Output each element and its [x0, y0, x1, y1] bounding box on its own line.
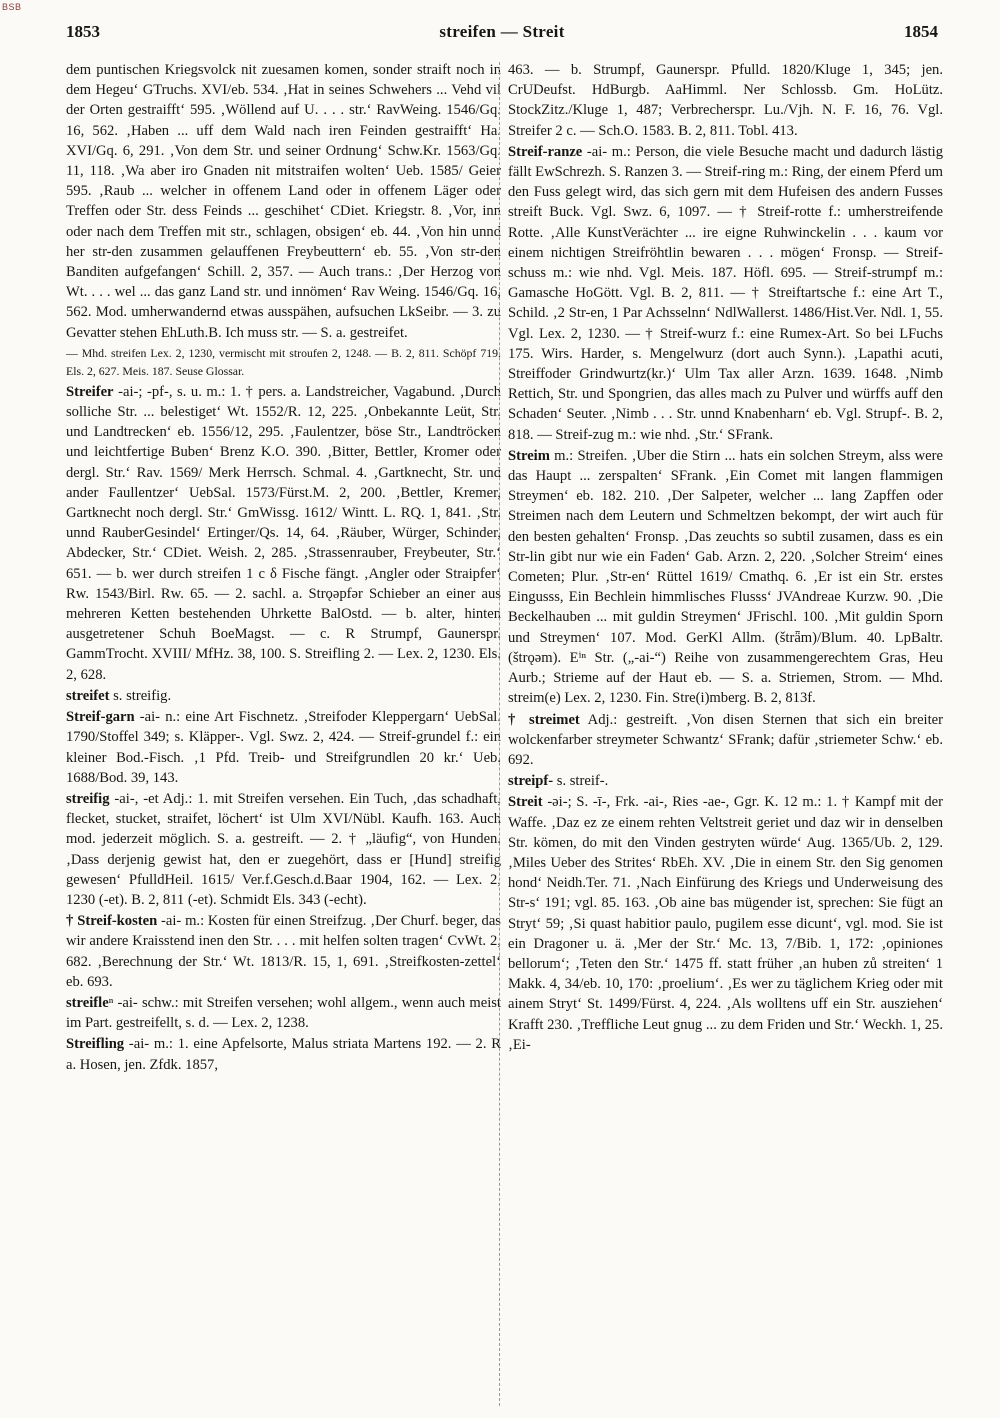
entry-lemma: streifet	[66, 687, 110, 704]
entry-lemma: Streifer	[66, 383, 114, 400]
entry-text: -ai-, -et Adj.: 1. mit Streifen versehen. Ein Tuch, ‚das schadhaft, flecket, stucket, straifet, löchert‘ ist Ulm XVI/Nübl. Kaufh. 163. Auch mod. jederzeit möglich. S. a. gestreift. — 2. † „läufig“, von Hunden. ‚Dass derjenig gewist hat, den er zuegehört, dass er [Hund] streifig gewesen‘ PfulldHeil. 1615/ Ver.f.Gesch.d.Baar 1904, 162. — Lex. 2, 1230 (-et). B. 2, 811 (-et). Schmidt Els. 343 (-echt).	[66, 790, 501, 908]
dictionary-entry	[66, 1034, 501, 1074]
entry-text: m.: Streifen. ‚Uber die Stirn ... hats ein solchen Streym, alss were das Haupt ... zerspalten‘ SFrank. ‚Ein Comet mit langen flammigen Streymen‘ eb. 182. 210. ‚Der Salpeter, welcher ... lang Zapffen oder Streimen nach dem Leutern und Schmeltzen bekompt, der wirt auch für den besten gehalten‘ Fronsp. ‚Das zeuchts so subtil zusamen, dass es ein Str-lin gibt nur wie ein Faden‘ Gab. Arzn. 2, 220. ‚Solcher Streim‘ eines Cometen; Plur. ‚Str-en‘ Rüttel 1619/ Cmathq. 6. ‚Er ist ein Str. erstes Eingusss, Ein Bechlein himmlisches Flusss‘ JVAndreae Kurzw. 90. ‚Die Beckelhauben ... mit guldin Streymen‘ JFrischl. 100. ‚Mit guldin Sporn und Streymen‘ 107. Mod. GerKl Allm. (štrǟm)/Blum. 40. LpBaltr. (štrǫəm). Eⁱⁿ Str. („-ai-“) Reihe von zusammengerechtem Gras, Heu Aurb.; Strieme auf der Haut eb. — S. a. Striemen, Strom. — Mhd. streim(e) Lex. 2, 1230. Fin. Stre(i)mberg. B. 2, 813f.	[508, 447, 943, 707]
paragraph-text: dem puntischen Kriegsvolck nit zuesamen komen, sonder straift noch in dem Hegeu‘ GTruchs. XVI/eb. 534. ‚Hat in seines Schwehers ... Vehd vil der Orten gestraifft‘ 595. ‚Wöllend auf U. . . . str.‘ RavWeing. 1546/Gq. 16, 562. ‚Haben ... uff dem Wald nach iren Feinden gestraifft‘ Ha. XVI/Gq. 6, 291. ‚Von dem Str. und seiner Ordnung‘ Schw.Kr. 1563/Gq. 11, 118. ‚Wa aber iro Gnaden nit mitstraifen wolten‘ Ueb. 1585/ Geier 595. ‚Raub ... welcher in offenem Land oder in offenem Läger oder Treffen oder Str. dess Feinds ... geschihet‘ CDiet. Kriegstr. 8. ‚Vor, inn oder nach dem Treffen mit str., schlagen, obsigen‘ eb. 44. ‚Von hin unnd her str-den zusammen gelauffenen Freybeuttern‘ eb. 55. ‚Von str-den Banditen aufgefangen‘ Schill. 2, 357. — Auch trans.: ‚Der Herzog von Wt. . . . wel ... das ganz Land str. und innömen‘ Rav Weing. 1546/Gq. 16, 562. Mod. umherwandernd etwas ausspähen, aufsuchen LkSeibr. — 3. zu Gevatter stehen EhLuth.B. Ich muss str. — S. a. gestreifet.	[66, 62, 501, 341]
paragraph-text: — Mhd. streifen Lex. 2, 1230, vermischt mit stroufen 2, 1248. — B. 2, 811. Schöpf 719. Els. 2, 627. Meis. 187. Seuse Glossar.	[66, 345, 501, 379]
paragraph	[508, 60, 943, 141]
entry-text: -ai-; -pf-, s. u. m.: 1. † pers. a. Landstreicher, Vagabund. ‚Durch solliche Str. ... belestiget‘ Wt. 1552/R. 12, 225. ‚Onbekannte Leüt, Str. und Landtrecken‘ eb. 1556/12, 295. ‚Faulentzer, böse Str., Landtröcken und leichtfertige Buben‘ Brenz K.O. 390. ‚Bitter, Bettler, Kromer oder dergl. Str.‘ Rav. 1569/ Merk Herrsch. Schmal. 4. ‚Gartknecht, Str. und ander Faullentzer‘ UebSal. 1573/Fürst.M. 2, 200. ‚Bettler, Kremer, Gartknecht noch dergl. Str.‘ GmWissg. 1612/ Wintt. L. RQ. 1, 841. ‚Str. unnd RauberGesindel‘ Ertinger/Qs. 14, 64. ‚Räuber, Würger, Schinder, Abdecker, Str.‘ CDiet. Weish. 2, 285. ‚Strassenrauber, Freybeuter, Str.‘ 651. — b. wer durch streifen 1 c δ Fische fängt. ‚Angler oder Straipfer‘ Rw. 1543/Birl. Rw. 65. — 2. sachl. a. Strǫəpfər Schieber an einer aus mehreren Ketten bestehenden Uhrkette BalOstd. — b. alter, hinten ausgetretener Schuh BoeMagst. — c. R Strumpf, Gaunerspr. GammTrocht. XVIII/ MfHz. 38, 100. S. Streifling 2. — Lex. 2, 1230. Els. 2, 628.	[66, 383, 501, 683]
dictionary-entry	[508, 142, 943, 445]
entry-text: -ai- m.: 1. eine Apfelsorte, Malus striata Martens 192. — 2. R a. Hosen, jen. Zfdk. 1857,	[66, 1036, 501, 1073]
paragraph	[66, 60, 501, 343]
entry-text: Adj.: gestreift. ‚Von disen Sternen that sich ein breiter wolckenfarber streymeter Schwantz‘ SFrank; dafür ‚striemeter Schw.‘ eb. 692.	[508, 711, 943, 768]
dictionary-entry	[66, 707, 501, 788]
page-number-left: 1853	[66, 22, 100, 41]
dictionary-entry	[66, 686, 501, 706]
entry-lemma: streifle	[66, 994, 109, 1011]
entry-text: s. streif-.	[553, 773, 609, 790]
entry-lemma: streipf-	[508, 773, 554, 790]
page-number-right: 1854	[904, 22, 938, 41]
entry-text: ⁿ -ai- schw.: mit Streifen versehen; wohl allgem., wenn auch meist im Part. gestreifellt, s. d. — Lex. 2, 1238.	[66, 994, 501, 1032]
entry-lemma: Streifling	[66, 1036, 125, 1053]
entry-text: -ai- m.: Kosten für einen Streifzug. ‚Der Churf. beger, das wir andere Kraisstend inen den Str. . . . mit helfen solten tragen‘ CvWt. 2, 682. ‚Berechnung der Str.‘ Wt. 1813/R. 15, 1, 691. ‚Streifkosten-zettel‘ eb. 693.	[66, 913, 501, 990]
page-header	[66, 20, 938, 46]
left-column	[66, 60, 501, 1408]
entry-lemma: Streim	[508, 447, 550, 464]
dictionary-entry	[66, 911, 501, 992]
dictionary-entry	[66, 382, 501, 685]
dictionary-entry	[66, 789, 501, 910]
entry-text: s. streifig.	[109, 687, 172, 704]
right-column	[508, 60, 943, 1408]
entry-lemma: streifig	[66, 790, 110, 807]
dictionary-entry	[508, 792, 943, 1055]
dictionary-entry	[508, 710, 943, 771]
entry-text: -ai- n.: eine Art Fischnetz. ‚Streifoder Kleppergarn‘ UebSal. 1790/Stoffel 349; s. Kläpper-. Vgl. Swz. 2, 424. — Streif-grundel f.: ein kleiner Bod.-Fisch. ‚1 Pfd. Treib- und Streifgrundlen 20 kr.‘ Ueb. 1688/Bod. 39, 143.	[66, 709, 501, 786]
entry-lemma: Streif-garn	[66, 709, 135, 726]
dictionary-entry	[508, 446, 943, 709]
entry-lemma: Streif-ranze	[508, 143, 583, 160]
entry-text: -əi-; S. -ī-, Frk. -ai-, Ries -ae-, Ggr. K. 12 m.: 1. † Kampf mit der Waffe. ‚Daz ez ze einem rehten Veltstreit geriet und daz wir in denselben Str. kömen, do mit den Vinden gestryten würde‘ Aug. 1365/Ub. 2, 129. ‚Miles Ueber des Strites‘ RbEh. XV. ‚Die in einem Str. den Sig genomen hond‘ Neidh.Ter. 71. ‚Nach Einfürung des Kriegs und Underweisung des Str-s‘ 191; vgl. 85. 163. ‚Ob aine bas mügender ist, sprechen: Sie fügt an Stryt‘ 59; ‚Si quast habitior paulo, pugilem esse dicunt‘, vgl. mod. Sie ist ein Dragoner u. ä. ‚Mer der Str.‘ Mc. 13, 7/Bib. 1, 172: ‚opiniones bellorum‘; ‚Teten den Str.‘ 1475 ff. statt früher ‚an huben zů streiten‘ 1 Makk. 4, 34/eb. 10, 170: ‚proelium‘. ‚Es wer zu täglichem Krieg oder mit ainem Stryt‘ St. 1499/Fürst. 4, 224. ‚Als wolltens uff ein Str. ausziehen‘ Krafft 230. ‚Treffliche Leut gnug ... zu dem Friden und Str.‘ Weckh. 1, 25. ‚Ei-	[508, 794, 943, 1053]
entry-text: -ai- m.: Person, die viele Besuche macht und dadurch lästig fällt EwSchrezh. S. Ranzen 3. — Streif-ring m.: Ring, der einem Pferd um den Fuss gelegt wird, das sich gern mit dem Hufeisen des andern Fusses streift Buck. Vgl. Swz. 6, 1097. — † Streif-rotte f.: umherstreifende Rotte. ‚Alle KunstVerächter ... ire eigne Ruhwinckelin . . . kaum vor einem nichtigen Streifröhtlin bewaren . . . mögen‘ Fronsp. — Streif-schuss m.: wie nhd. Vgl. Meis. 187. Höfl. 695. — Streif-strumpf m.: Gamasche HoGött. Vgl. B. 2, 811. — † Streiftartsche f.: eine Art T., Schild. ‚2 Str-en, 1 Par Achsselnn‘ NdlWallerst. 1486/Hist.Ver. Ndl. 1, 55. Vgl. Lex. 2, 1230. — † Streif-wurz f.: eine Rumex-Art. So bei LFuchs 175. Wirs. Harder, s. Mengelwurz (dort auch Synn.). ‚Lapathi acuti, Streiffoder Grindwurtz(kr.)‘ Ulm Tax aller Arzn. 1639. 1648. ‚Nimb Rettich, Str. und Spongrien, das alles mach zu Pulver und würffs auff den Schaden‘ Seuter. ‚Nimb . . . Str. unnd Knabenharn‘ eb. Vgl. Strupf-. B. 2, 818. — Streif-zug m.: wie nhd. ‚Str.‘ SFrank.	[508, 143, 943, 443]
dictionary-entry	[66, 993, 501, 1033]
entry-lemma: † streimet	[508, 711, 580, 728]
entry-lemma: † Streif-kosten	[66, 913, 158, 930]
column-divider	[499, 62, 500, 1406]
entry-lemma: Streit	[508, 794, 543, 811]
library-stamp: BSB	[2, 2, 22, 12]
running-title: streifen — Streit	[439, 22, 565, 41]
dictionary-entry	[508, 771, 943, 791]
etymology-note	[66, 344, 501, 381]
paragraph-text: 463. — b. Strumpf, Gaunerspr. Pfulld. 1820/Kluge 1, 345; jen. CrUDeufst. HdBurgb. AaHimml. Ner Schlossb. Gm. HoLütz. StockZitz./Kluge 1, 487; Verbrecherspr. Lu./Vjh. N. F. 16, 76. Vgl. Streifer 2 c. — Sch.O. 1583. B. 2, 811. Tobl. 413.	[508, 62, 943, 139]
